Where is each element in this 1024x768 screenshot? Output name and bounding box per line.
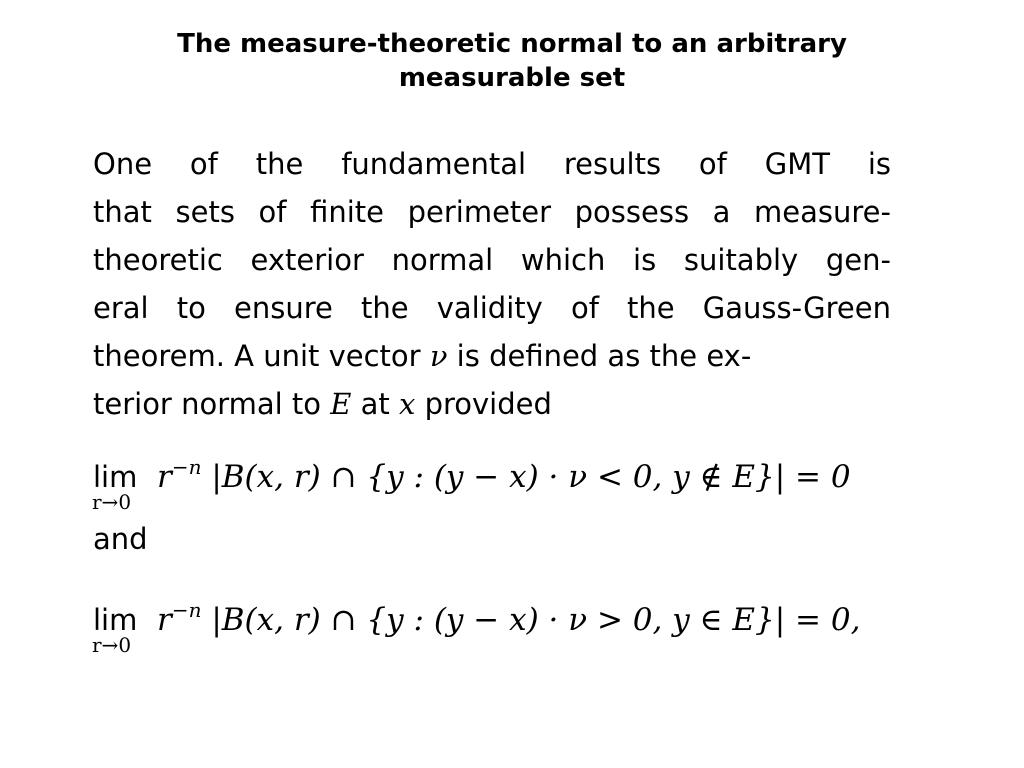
paragraph-line-6-end: provided <box>415 387 552 421</box>
paragraph-line-1: One of the fundamental results of GMT is <box>93 147 891 181</box>
formula-1 <box>92 455 851 514</box>
paragraph-line-6-start: terior normal to <box>93 387 331 421</box>
formula-2-lim-subscript: r→0 <box>92 633 132 657</box>
formula-2-lim-word: lim <box>93 603 138 637</box>
paragraph-line-2: that sets of finite perimeter possess a measure- <box>93 195 891 229</box>
paragraph <box>93 140 891 428</box>
symbol-x: x <box>399 387 416 421</box>
paragraph-line-5-end: is defined as the ex- <box>447 339 752 373</box>
formula-1-exponent: −n <box>171 455 202 479</box>
slide-title-line-1: The measure-theoretic normal to an arbitrary <box>177 29 847 59</box>
formula-2 <box>92 598 861 657</box>
symbol-E: E <box>330 387 352 421</box>
paragraph-line-4: eral to ensure the validity of the Gauss-Green <box>93 291 891 325</box>
formula-2-limit <box>92 602 157 657</box>
formula-1-lim-subscript: r→0 <box>92 490 132 514</box>
formula-1-base: r <box>157 459 172 495</box>
paragraph-line-6 <box>93 380 891 428</box>
formula-2-expression: |B(x, r) ∩ {y : (y − x) · ν > 0, y ∈ E}| = 0, <box>211 602 861 638</box>
formula-1-lim-word: lim <box>93 460 138 494</box>
paragraph-line-5-start: theorem. A unit vector <box>93 339 430 373</box>
connector-and: and <box>93 522 148 556</box>
paragraph-line-5 <box>93 332 891 380</box>
slide-title-line-2: measurable set <box>398 63 626 93</box>
symbol-nu: ν <box>429 339 448 373</box>
formula-1-expression: |B(x, r) ∩ {y : (y − x) · ν < 0, y ∉ E}| = 0 <box>211 459 851 495</box>
paragraph-line-3: theoretic exterior normal which is suitably gen- <box>93 243 891 277</box>
formula-2-base: r <box>157 602 172 638</box>
slide-title <box>0 27 1024 95</box>
formula-2-exponent: −n <box>171 598 202 622</box>
paragraph-line-6-mid: at <box>351 387 399 421</box>
formula-1-limit <box>92 459 157 514</box>
